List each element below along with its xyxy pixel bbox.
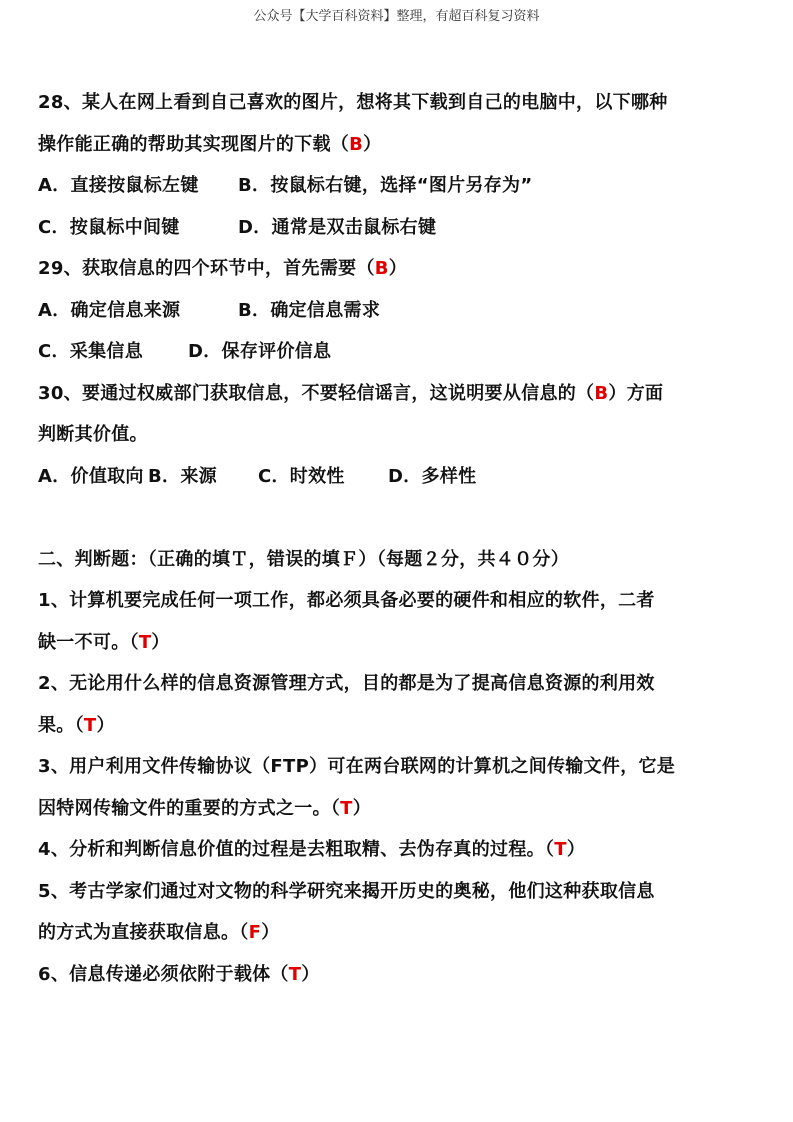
q29-stem-text: 29、获取信息的四个环节中，首先需要（	[38, 258, 375, 279]
q30-options-row	[38, 456, 760, 498]
q29-stem	[38, 248, 760, 290]
q28-close-paren: ）	[363, 133, 382, 155]
tf-item-2-tail: 果。（	[38, 714, 84, 736]
tf-item-1-close-paren: ）	[151, 631, 170, 653]
q30-option-d: D．多样性	[388, 465, 477, 487]
q30-option-c: C．时效性	[258, 465, 345, 487]
section2-title: 二、判断题：（正确的填Ｔ，错误的填Ｆ）（每题２分，共４０分）	[38, 548, 569, 570]
q30-option-a: A．价值取向	[38, 465, 144, 487]
q29-options-row2	[38, 331, 760, 373]
tf-item-6-close-paren: ）	[301, 963, 320, 985]
tf-item-2-answer: T	[83, 714, 97, 736]
q30-stem-text: 30、要通过权威部门获取信息，不要轻信谣言，这说明要从信息的（	[38, 382, 595, 404]
q30-line1	[38, 373, 760, 415]
tf-item-5-line2	[38, 912, 760, 954]
tf-item-3-tail: 因特网传输文件的重要的方式之一。（	[38, 797, 341, 819]
q28-option-a: A．直接按鼠标左键	[38, 175, 199, 196]
q30-option-b: B．来源	[148, 465, 217, 487]
q28-option-b: B．按鼠标右键，选择“图片另存为”	[238, 175, 533, 196]
tf-item-5-line1: 5、考古学家们通过对文物的科学研究来揭开历史的奥秘，他们这种获取信息	[38, 880, 655, 902]
q29-option-b: B．确定信息需求	[238, 299, 381, 321]
q28-line1: 28、某人在网上看到自己喜欢的图片，想将其下载到自己的电脑中，以下哪种	[38, 92, 668, 113]
q28-option-d: D．通常是双击鼠标右键	[238, 216, 437, 238]
tf-item-2-line1: 2、无论用什么样的信息资源管理方式，目的都是为了提高信息资源的利用效	[38, 673, 655, 694]
q28-options-row1	[38, 165, 760, 207]
q29-option-a: A．确定信息来源	[38, 299, 181, 321]
tf-item-1-line1: 1、计算机要完成任何一项工作，都必须具备必要的硬件和相应的软件，二者	[38, 590, 655, 611]
q28-options-row2	[38, 207, 760, 249]
tf-item-2-close-paren: ）	[96, 714, 115, 736]
q28-line2	[38, 124, 760, 166]
tf-item-1-answer: T	[138, 631, 152, 653]
tf-item-1-tail: 缺一不可。（	[38, 631, 139, 653]
tf-item-6-text: 6、信息传递必须依附于载体（	[38, 963, 289, 985]
q29-close-paren: ）	[388, 258, 408, 279]
q28-stem-tail: 操作能正确的帮助其实现图片的下载（	[38, 133, 350, 155]
tf-item-3-line1: 3、用户利用文件传输协议（FTP）可在两台联网的计算机之间传输文件，它是	[38, 756, 676, 777]
tf-item-4-answer: T	[554, 839, 567, 860]
tf-item-2-line2	[38, 705, 760, 747]
exam-content	[38, 82, 760, 995]
tf-item-4-close-paren: ）	[566, 839, 586, 860]
tf-item-1-line2	[38, 622, 760, 664]
q29-options-row1	[38, 290, 760, 332]
q30-answer: B	[594, 382, 609, 404]
q28-answer: B	[349, 133, 364, 155]
q29-option-c: C．采集信息	[38, 341, 144, 362]
q30-stem-tail: ）方面	[608, 382, 664, 404]
tf-item-3-line2	[38, 788, 760, 830]
tf-item-6	[38, 954, 760, 996]
tf-item-6-answer: T	[288, 963, 302, 985]
page-header-watermark: 公众号【大学百科资料】整理，有超百科复习资料	[253, 9, 540, 24]
tf-item-5-tail: 的方式为直接获取信息。（	[38, 922, 249, 943]
tf-item-3-answer: T	[340, 797, 353, 819]
tf-item-3-close-paren: ）	[352, 797, 372, 819]
tf-item-5-close-paren: ）	[261, 922, 280, 943]
tf-item-5-answer: F	[248, 922, 262, 943]
q29-answer: B	[374, 258, 389, 279]
section-gap	[38, 497, 760, 539]
tf-item-4	[38, 829, 760, 871]
tf-item-4-text: 4、分析和判断信息价值的过程是去粗取精、去伪存真的过程。（	[38, 839, 555, 860]
q28-option-c: C．按鼠标中间键	[38, 216, 180, 238]
q29-option-d: D．保存评价信息	[188, 341, 332, 362]
q30-line2: 判断其价值。	[38, 424, 148, 445]
